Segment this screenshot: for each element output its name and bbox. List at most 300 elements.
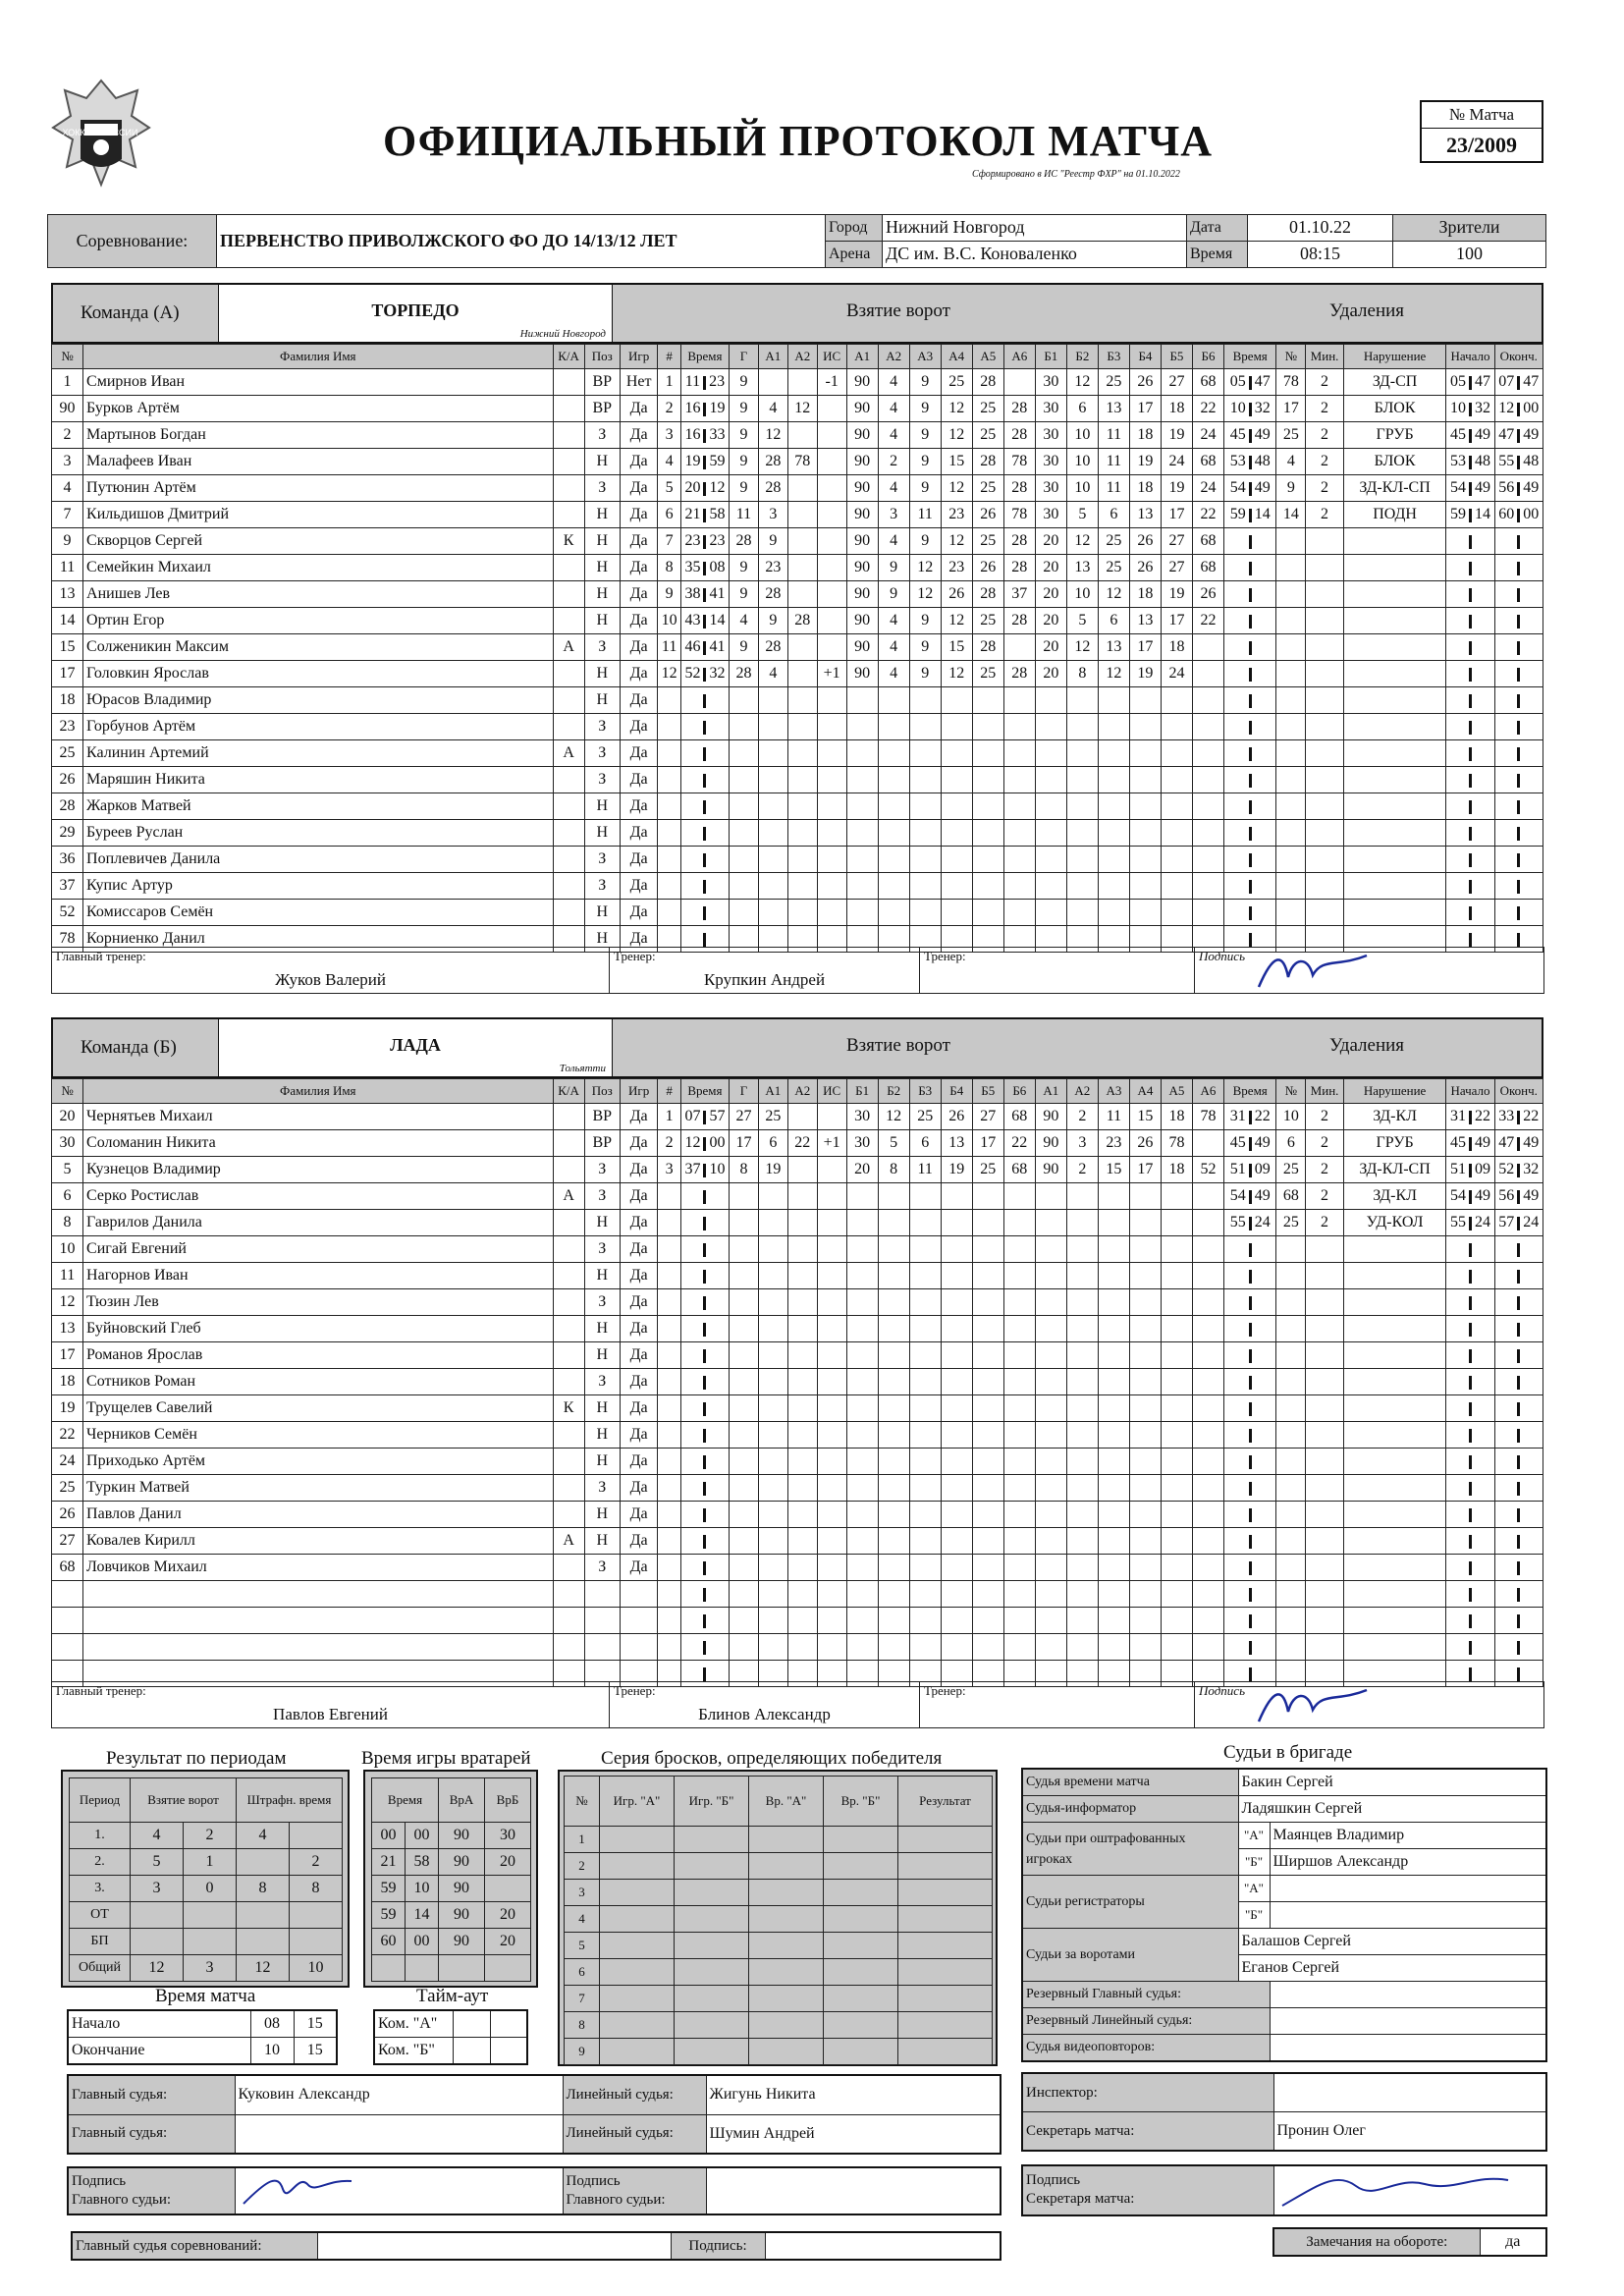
on-ice-player: 28	[972, 581, 1003, 608]
timekeeper-name: Бакин Сергей	[1238, 1769, 1546, 1796]
empty-cell	[817, 793, 846, 820]
separator-mark	[1469, 1349, 1472, 1363]
empty-cell	[730, 1608, 759, 1634]
player-name: Сигай Евгений	[83, 1236, 554, 1263]
empty-cell	[972, 847, 1003, 873]
player-number: 52	[52, 900, 83, 926]
on-ice-player: 12	[941, 528, 972, 555]
empty-cell	[1129, 714, 1161, 740]
on-ice-opponent: 18	[1129, 475, 1161, 502]
separator-mark	[703, 482, 706, 496]
empty-cell	[1003, 740, 1035, 767]
empty-cell	[972, 1608, 1003, 1634]
empty-cell	[972, 1475, 1003, 1502]
column-header: К/А	[553, 345, 584, 369]
goal-number: 9	[658, 581, 681, 608]
on-ice-opponent: 19	[1161, 581, 1192, 608]
empty-cell	[941, 1475, 972, 1502]
empty-cell	[1161, 1183, 1192, 1210]
on-ice-player: 3	[878, 502, 909, 528]
on-ice-opponent: 52	[1192, 1157, 1223, 1183]
empty-cell	[675, 1933, 749, 1959]
goal-second: 57	[709, 1108, 726, 1125]
table-row	[52, 608, 1543, 634]
separator-mark	[1517, 1429, 1520, 1443]
empty-cell	[1343, 1289, 1446, 1316]
player-role	[553, 820, 584, 847]
empty-cell	[909, 1263, 941, 1289]
column-header: ВрБ	[485, 1778, 531, 1823]
player-position: Н	[584, 1316, 620, 1342]
player-played: Да	[620, 661, 657, 687]
table-row	[372, 1955, 531, 1982]
empty-cell	[941, 687, 972, 714]
empty-cell	[83, 1634, 554, 1661]
column-header: Мин.	[1306, 1079, 1343, 1104]
main-referees-table	[67, 2074, 1001, 2155]
penalty-minute: 45	[1229, 426, 1246, 444]
penalty-second: 48	[1523, 453, 1540, 470]
penalty-minute: 47	[1498, 426, 1515, 444]
separator-mark	[1249, 1376, 1252, 1390]
empty-cell	[1276, 634, 1306, 661]
goal-time	[680, 422, 729, 449]
empty-cell	[1098, 740, 1129, 767]
empty-cell	[787, 900, 817, 926]
penalty-second: 49	[1523, 1134, 1540, 1152]
empty-cell	[1161, 1502, 1192, 1528]
separator-mark	[1249, 774, 1252, 788]
empty-cell	[52, 1581, 83, 1608]
penalty-second: 47	[1475, 373, 1490, 391]
empty-cell	[1306, 1608, 1343, 1634]
column-header: А6	[1192, 1079, 1223, 1104]
goal-time	[680, 528, 729, 555]
column-header: #	[658, 1079, 681, 1104]
on-ice-opponent: 22	[1192, 608, 1223, 634]
competition-ref-sign-label: Подпись:	[671, 2232, 765, 2260]
on-ice-player: 4	[878, 422, 909, 449]
period-goals-a: 3	[131, 1876, 184, 1902]
empty-cell	[1003, 767, 1035, 793]
penalty-minute: 57	[1498, 1214, 1515, 1231]
penalty-player: 68	[1276, 1183, 1306, 1210]
empty-cell	[749, 1880, 824, 1906]
empty-cell	[1003, 793, 1035, 820]
on-ice-opponent: 17	[1129, 634, 1161, 661]
on-ice-player: 5	[878, 1130, 909, 1157]
penalty-time	[1224, 873, 1276, 900]
penalty-player: 25	[1276, 422, 1306, 449]
empty-cell	[758, 1422, 787, 1449]
empty-cell	[1066, 687, 1098, 714]
empty-cell	[758, 1449, 787, 1475]
goal-number: 3	[658, 1157, 681, 1183]
empty-cell	[878, 1581, 909, 1608]
separator-mark	[1469, 1323, 1472, 1337]
empty-cell	[1035, 714, 1066, 740]
penalty-end	[1494, 1475, 1543, 1502]
empty-cell	[1098, 1608, 1129, 1634]
goal-assist-1: 4	[758, 661, 787, 687]
empty-cell	[1098, 873, 1129, 900]
goal-situation: +1	[817, 1130, 846, 1157]
penalty-start	[1446, 820, 1494, 847]
goalie-header-row	[372, 1778, 531, 1823]
player-position: Н	[584, 1395, 620, 1422]
column-header: К/А	[553, 1079, 584, 1104]
empty-cell	[1035, 1555, 1066, 1581]
signature-scribble-icon	[239, 2169, 356, 2209]
empty-cell	[1192, 820, 1223, 847]
player-played: Да	[620, 1104, 657, 1130]
period-pim-a: 8	[237, 1876, 290, 1902]
on-ice-opponent: 17	[1161, 608, 1192, 634]
empty-cell	[52, 1634, 83, 1661]
empty-cell	[878, 1502, 909, 1528]
empty-cell	[658, 1183, 681, 1210]
player-name: Комиссаров Семён	[83, 900, 554, 926]
separator-mark	[1517, 562, 1520, 575]
on-ice-player: 13	[941, 1130, 972, 1157]
player-role: К	[553, 528, 584, 555]
penalty-minute: 45	[1450, 426, 1466, 444]
empty-cell	[1276, 1608, 1306, 1634]
empty-cell	[1276, 847, 1306, 873]
empty-cell	[1343, 1634, 1446, 1661]
empty-cell	[787, 1449, 817, 1475]
empty-cell	[1192, 687, 1223, 714]
on-ice-opponent: 30	[1035, 369, 1066, 396]
empty-cell	[1066, 740, 1098, 767]
empty-cell	[758, 1183, 787, 1210]
separator-mark	[1517, 1111, 1520, 1124]
empty-cell	[817, 1608, 846, 1634]
goal-second: 41	[709, 585, 726, 603]
table-row	[52, 555, 1543, 581]
empty-cell	[972, 1369, 1003, 1395]
on-ice-player: 9	[878, 555, 909, 581]
empty-cell	[675, 2012, 749, 2039]
empty-cell	[1161, 873, 1192, 900]
on-ice-opponent: 13	[1066, 555, 1098, 581]
penalty-reason: БЛОК	[1343, 449, 1446, 475]
separator-mark	[703, 641, 706, 655]
separator-mark	[1249, 535, 1252, 549]
separator-mark	[1517, 535, 1520, 549]
on-ice-player: 11	[909, 1157, 941, 1183]
on-ice-player: 26	[972, 555, 1003, 581]
competition-ref-table	[71, 2231, 1001, 2261]
table-row	[565, 1906, 993, 1933]
player-name: Сотников Роман	[83, 1369, 554, 1395]
player-position: Н	[584, 1528, 620, 1555]
penalty-minute: 59	[1229, 506, 1246, 523]
separator-mark	[703, 1482, 706, 1496]
penalty-start	[1446, 1502, 1494, 1528]
empty-cell	[1343, 1608, 1446, 1634]
empty-cell	[1343, 1475, 1446, 1502]
player-number: 28	[52, 793, 83, 820]
empty-cell	[730, 1502, 759, 1528]
penalty-minute: 45	[1450, 1134, 1466, 1152]
empty-cell	[730, 1528, 759, 1555]
empty-cell	[600, 2012, 675, 2039]
separator-mark	[703, 721, 706, 735]
empty-cell	[1161, 820, 1192, 847]
empty-cell	[878, 847, 909, 873]
empty-cell	[1161, 740, 1192, 767]
goal-time	[680, 1157, 729, 1183]
player-number: 24	[52, 1449, 83, 1475]
empty-cell	[817, 1263, 846, 1289]
separator-mark	[1517, 906, 1520, 920]
on-ice-opponent: 24	[1192, 422, 1223, 449]
goal-second: 23	[709, 532, 726, 550]
match-end-minute: 15	[294, 2038, 337, 2065]
table-row	[52, 396, 1543, 422]
player-name: Бурков Артём	[83, 396, 554, 422]
player-number: 37	[52, 873, 83, 900]
empty-cell	[1192, 1502, 1223, 1528]
goal-time	[680, 873, 729, 900]
empty-cell	[1066, 873, 1098, 900]
column-header: Время	[1224, 345, 1276, 369]
penalty-minute: 52	[1498, 1161, 1515, 1178]
goal-assist-1: 28	[758, 449, 787, 475]
goal-situation: +1	[817, 661, 846, 687]
coach-cell	[610, 1681, 920, 1727]
empty-cell	[758, 1369, 787, 1395]
date-value: 01.10.22	[1248, 215, 1393, 242]
goal-assist-2	[787, 634, 817, 661]
on-ice-opponent: 24	[1192, 475, 1223, 502]
player-role: К	[553, 1395, 584, 1422]
goal-time	[680, 1369, 729, 1395]
separator-mark	[1469, 800, 1472, 814]
goal-number: 4	[658, 449, 681, 475]
on-ice-opponent: 25	[1098, 369, 1129, 396]
on-ice-opponent: 20	[1035, 581, 1066, 608]
on-ice-player: 90	[846, 449, 878, 475]
penalty-reason: ЗД-КЛ	[1343, 1104, 1446, 1130]
player-played: Да	[620, 687, 657, 714]
separator-mark	[1469, 1535, 1472, 1549]
player-position: З	[584, 1236, 620, 1263]
player-position: З	[584, 740, 620, 767]
player-number: 68	[52, 1555, 83, 1581]
table-row	[565, 1827, 993, 1853]
player-number: 11	[52, 555, 83, 581]
empty-cell	[972, 1581, 1003, 1608]
goalie-change-second: 00	[406, 1929, 439, 1955]
separator-mark	[1249, 1164, 1252, 1177]
table-row	[52, 528, 1543, 555]
separator-mark	[1469, 615, 1472, 629]
separator-mark	[703, 1614, 706, 1628]
goal-second: 23	[709, 373, 726, 391]
empty-cell	[1003, 820, 1035, 847]
empty-cell	[972, 900, 1003, 926]
empty-cell	[1098, 1502, 1129, 1528]
penalty-time	[1224, 608, 1276, 634]
empty-cell	[730, 873, 759, 900]
player-name: Анишев Лев	[83, 581, 554, 608]
separator-mark	[1517, 509, 1520, 522]
empty-cell	[909, 687, 941, 714]
penalty-minute: 54	[1450, 479, 1466, 497]
empty-cell	[1343, 847, 1446, 873]
empty-cell	[1276, 820, 1306, 847]
empty-cell	[1343, 1395, 1446, 1422]
empty-cell	[817, 1316, 846, 1342]
penalty-time	[1224, 1289, 1276, 1316]
empty-cell	[1343, 1449, 1446, 1475]
penalty-end	[1494, 581, 1543, 608]
on-ice-opponent: 18	[1129, 422, 1161, 449]
player-name: Горбунов Артём	[83, 714, 554, 740]
date-label: Дата	[1187, 215, 1248, 242]
table-row	[70, 1902, 343, 1929]
column-header: Б5	[1161, 345, 1192, 369]
empty-cell	[730, 1183, 759, 1210]
timeout-a-label: Ком. "А"	[374, 2010, 453, 2038]
period-goals-a: 12	[131, 1955, 184, 1982]
player-role	[553, 714, 584, 740]
empty-cell	[758, 1528, 787, 1555]
empty-cell	[758, 1475, 787, 1502]
empty-cell	[658, 1316, 681, 1342]
separator-mark	[703, 1270, 706, 1284]
player-name: Гаврилов Данила	[83, 1210, 554, 1236]
period-name: Общий	[70, 1955, 131, 1982]
penalty-minutes: 2	[1306, 449, 1343, 475]
empty-cell	[1192, 1395, 1223, 1422]
table-row	[52, 714, 1543, 740]
empty-cell	[1003, 1289, 1035, 1316]
player-name: Приходько Артём	[83, 1449, 554, 1475]
table-row	[52, 847, 1543, 873]
separator-mark	[703, 747, 706, 761]
penalty-minute: 51	[1450, 1161, 1466, 1178]
spectators-label: Зрители	[1393, 215, 1546, 242]
empty-cell	[878, 1183, 909, 1210]
empty-cell	[1098, 1236, 1129, 1263]
player-played: Да	[620, 1342, 657, 1369]
empty-cell	[846, 1342, 878, 1369]
player-name: Скворцов Сергей	[83, 528, 554, 555]
player-name: Головкин Ярослав	[83, 661, 554, 687]
empty-cell	[600, 1880, 675, 1906]
separator-mark	[1249, 562, 1252, 575]
penalty-start	[1446, 1289, 1494, 1316]
empty-cell	[758, 740, 787, 767]
player-position: ВР	[584, 1104, 620, 1130]
main-ref-2	[235, 2114, 563, 2154]
penalty-start	[1446, 1157, 1494, 1183]
on-ice-player: 78	[1003, 449, 1035, 475]
empty-cell	[1129, 793, 1161, 820]
empty-cell	[846, 820, 878, 847]
column-header: Вр. "Б"	[824, 1777, 898, 1827]
empty-cell	[1343, 1316, 1446, 1342]
on-ice-opponent: 26	[1129, 369, 1161, 396]
penalty-time	[1224, 1342, 1276, 1369]
on-ice-opponent: 30	[1035, 502, 1066, 528]
goal-scorer: 9	[730, 422, 759, 449]
on-ice-opponent: 22	[1192, 396, 1223, 422]
signature-scribble-icon	[1254, 948, 1372, 991]
empty-cell	[878, 900, 909, 926]
empty-cell	[787, 767, 817, 793]
penalty-time	[1224, 449, 1276, 475]
goal-second: 58	[709, 506, 726, 523]
empty-cell	[1003, 687, 1035, 714]
empty-cell	[941, 793, 972, 820]
empty-cell	[52, 1608, 83, 1634]
empty-cell	[846, 873, 878, 900]
empty-cell	[1003, 1422, 1035, 1449]
table-row	[52, 1236, 1543, 1263]
empty-cell	[787, 1236, 817, 1263]
empty-cell	[372, 1955, 406, 1982]
separator-mark	[703, 1243, 706, 1257]
empty-cell	[909, 1342, 941, 1369]
penalty-start	[1446, 847, 1494, 873]
column-header: Б1	[846, 1079, 878, 1104]
penalty-time	[1224, 1608, 1276, 1634]
on-ice-player: 25	[972, 661, 1003, 687]
penalty-minutes: 2	[1306, 475, 1343, 502]
empty-cell	[1035, 1342, 1066, 1369]
penalty-second: 00	[1523, 400, 1540, 417]
table-row	[52, 820, 1543, 847]
penalty-minutes: 2	[1306, 422, 1343, 449]
goal-number: 2	[658, 1130, 681, 1157]
empty-cell	[846, 1236, 878, 1263]
goal-time	[680, 1395, 729, 1422]
player-number: 25	[52, 1475, 83, 1502]
empty-cell	[1129, 1422, 1161, 1449]
empty-cell	[758, 1236, 787, 1263]
penalty-time	[1224, 1316, 1276, 1342]
period-pim-a	[237, 1902, 290, 1929]
period-pim-a	[237, 1929, 290, 1955]
empty-cell	[787, 1395, 817, 1422]
on-ice-opponent: 90	[1035, 1104, 1066, 1130]
empty-cell	[824, 1827, 898, 1853]
empty-cell	[878, 1395, 909, 1422]
separator-mark	[1249, 1243, 1252, 1257]
shootout-number: 5	[565, 1933, 600, 1959]
empty-cell	[1276, 1555, 1306, 1581]
empty-cell	[730, 1369, 759, 1395]
penalty-minute: 45	[1229, 1134, 1246, 1152]
sign-main-ref-label-2	[563, 2167, 706, 2214]
referees-table	[1021, 1768, 1547, 2062]
goal-assist-2	[787, 661, 817, 687]
empty-cell	[941, 1289, 972, 1316]
timeout-b-label: Ком. "Б"	[374, 2038, 453, 2065]
empty-cell	[846, 1183, 878, 1210]
empty-cell	[1192, 1210, 1223, 1236]
on-ice-player: 90	[846, 581, 878, 608]
separator-mark	[1517, 933, 1520, 947]
penalty-minutes: 2	[1306, 1183, 1343, 1210]
empty-cell	[817, 1528, 846, 1555]
empty-cell	[909, 1369, 941, 1395]
empty-cell	[1035, 1502, 1066, 1528]
